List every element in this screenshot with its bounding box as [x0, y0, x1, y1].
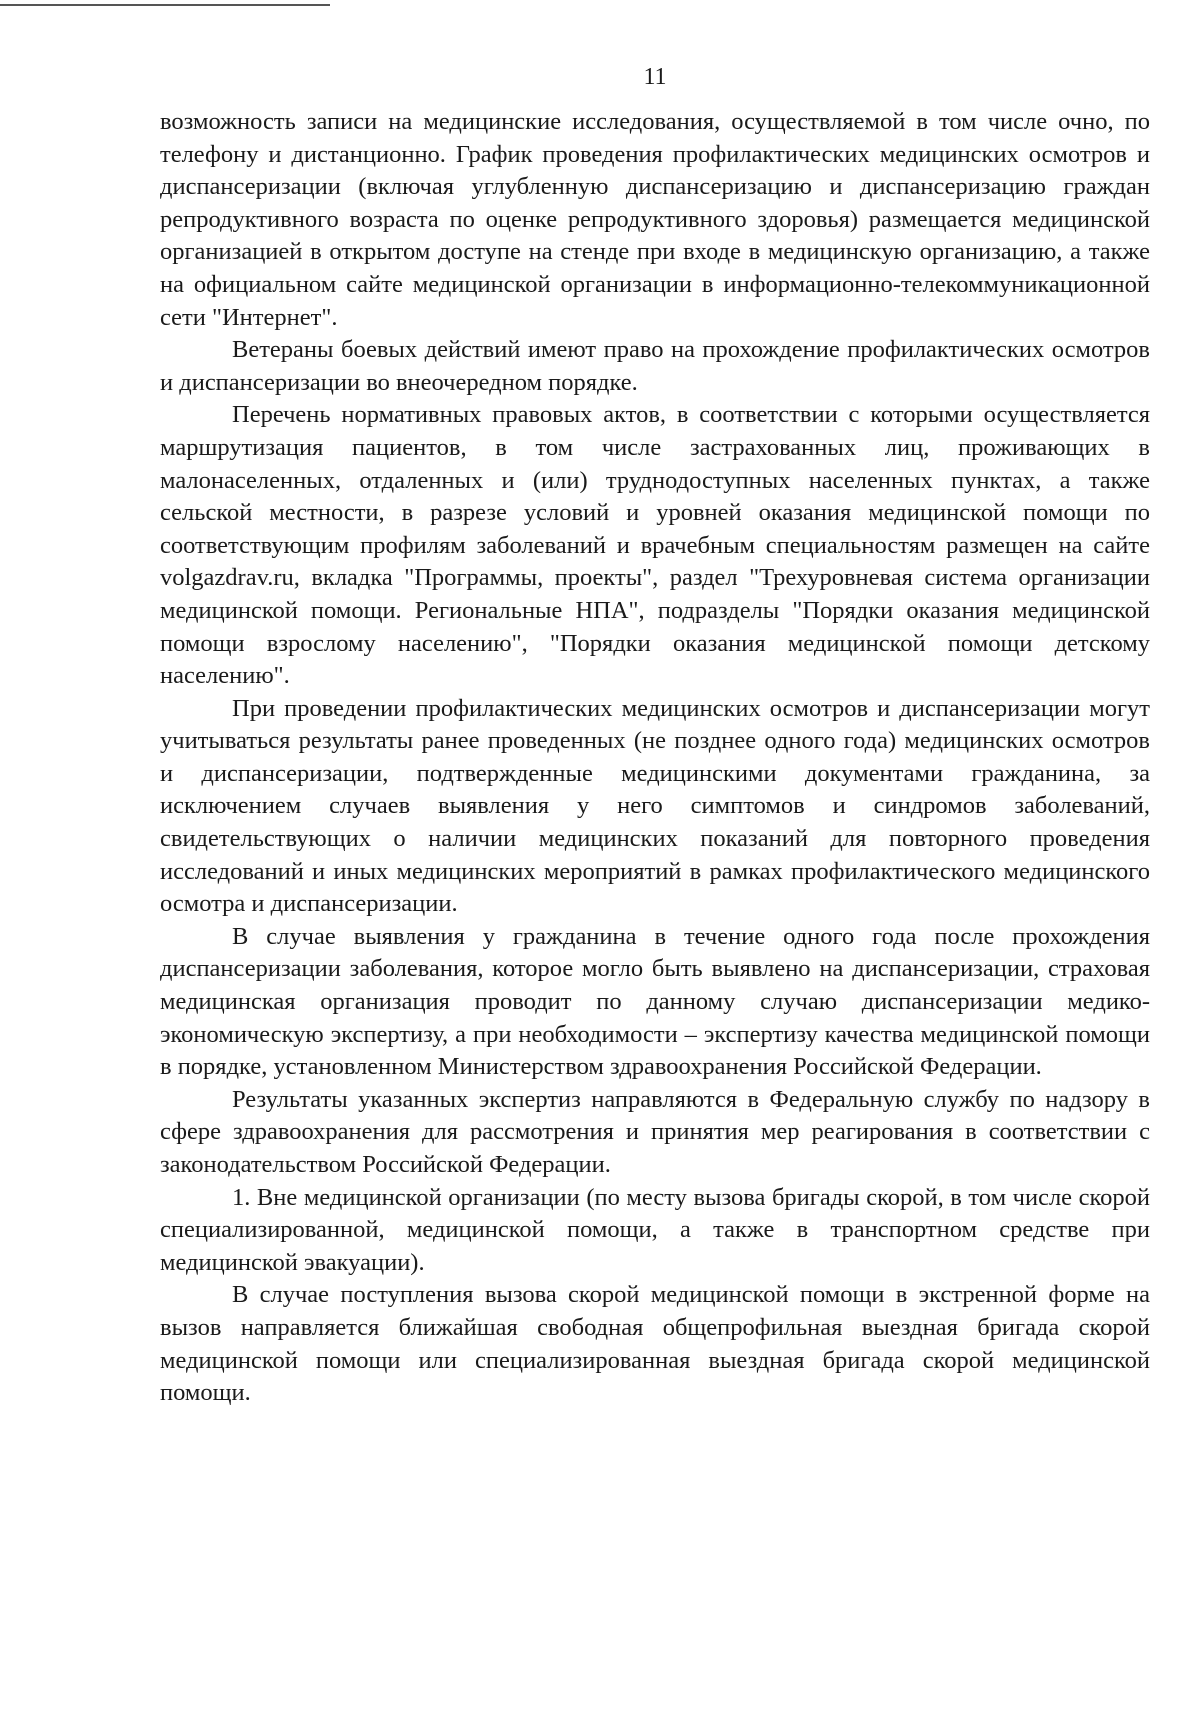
document-body: [160, 106, 1150, 1410]
paragraph-previous-results: При проведении профилактических медицинских осмотров и диспансеризации могут учитываться результаты ранее проведенных (не позднее одного года) медицинских осмотров и диспансеризации, подтвержденные медицинскими документами гражданина, за исключением случаев выявления у него симптомов и синдромов заболеваний, свидетельствующих о наличии медицинских показаний для повторного проведения исследований и иных медицинских мероприятий в рамках профилактического медицинского осмотра и диспансеризации.: [160, 694, 1150, 918]
paragraph-disease-detection: В случае выявления у гражданина в течение одного года после прохождения диспансеризации заболевания, которое могло быть выявлено на диспансеризации, страховая медицинская организация проводит по данному случаю диспансеризации медико-экономическую экспертизу, а при необходимости – экспертизу качества медицинской помощи в порядке, установленном Министерством здравоохранения Российской Федерации.: [160, 922, 1150, 1081]
paragraph-continuation: возможность записи на медицинские исследования, осуществляемой в том числе очно, по телефону и дистанционно. График проведения профилактических медицинских осмотров и диспансеризации (включая углубленную диспансеризацию и диспансеризацию граждан репродуктивного возраста по оценке репродуктивного здоровья) размещается медицинской организацией в открытом доступе на стенде при входе в медицинскую организацию, а также на официальном сайте медицинской организации в информационно-телекоммуникационной сети "Интернет".: [160, 108, 1150, 331]
paragraph-outside-organization: 1. Вне медицинской организации (по месту вызова бригады скорой, в том числе скорой специализированной, медицинской помощи, а также в транспортном средстве при медицинской эвакуации).: [160, 1183, 1150, 1276]
page-number: 11: [643, 64, 667, 90]
paragraph-emergency-call: В случае поступления вызова скорой медицинской помощи в экстренной форме на вызов направляется ближайшая свободная общепрофильная выездная бригада скорой медицинской помощи или специализированная выездная бригада скорой медицинской помощи.: [160, 1281, 1150, 1407]
scan-top-edge-line: [0, 4, 330, 6]
paragraph-veterans: Ветераны боевых действий имеют право на прохождение профилактических осмотров и диспансеризации во внеочередном порядке.: [160, 336, 1150, 396]
paragraph-expertise-results: Результаты указанных экспертиз направляются в Федеральную службу по надзору в сфере здравоохранения для рассмотрения и принятия мер реагирования в соответствии с законодательством Российской Федерации.: [160, 1085, 1150, 1178]
paragraph-routing-acts: Перечень нормативных правовых актов, в соответствии с которыми осуществляется маршрутизация пациентов, в том числе застрахованных лиц, проживающих в малонаселенных, отдаленных и (или) труднодоступных населенных пунктах, а также сельской местности, в разрезе условий и уровней оказания медицинской помощи по соответствующим профилям заболеваний и врачебным специальностям размещен на сайте volgazdrav.ru, вкладка "Программы, проекты", раздел "Трехуровневая система организации медицинской помощи. Региональные НПА", подразделы "Порядки оказания медицинской помощи взрослому населению", "Порядки оказания медицинской помощи детскому населению".: [160, 401, 1150, 690]
